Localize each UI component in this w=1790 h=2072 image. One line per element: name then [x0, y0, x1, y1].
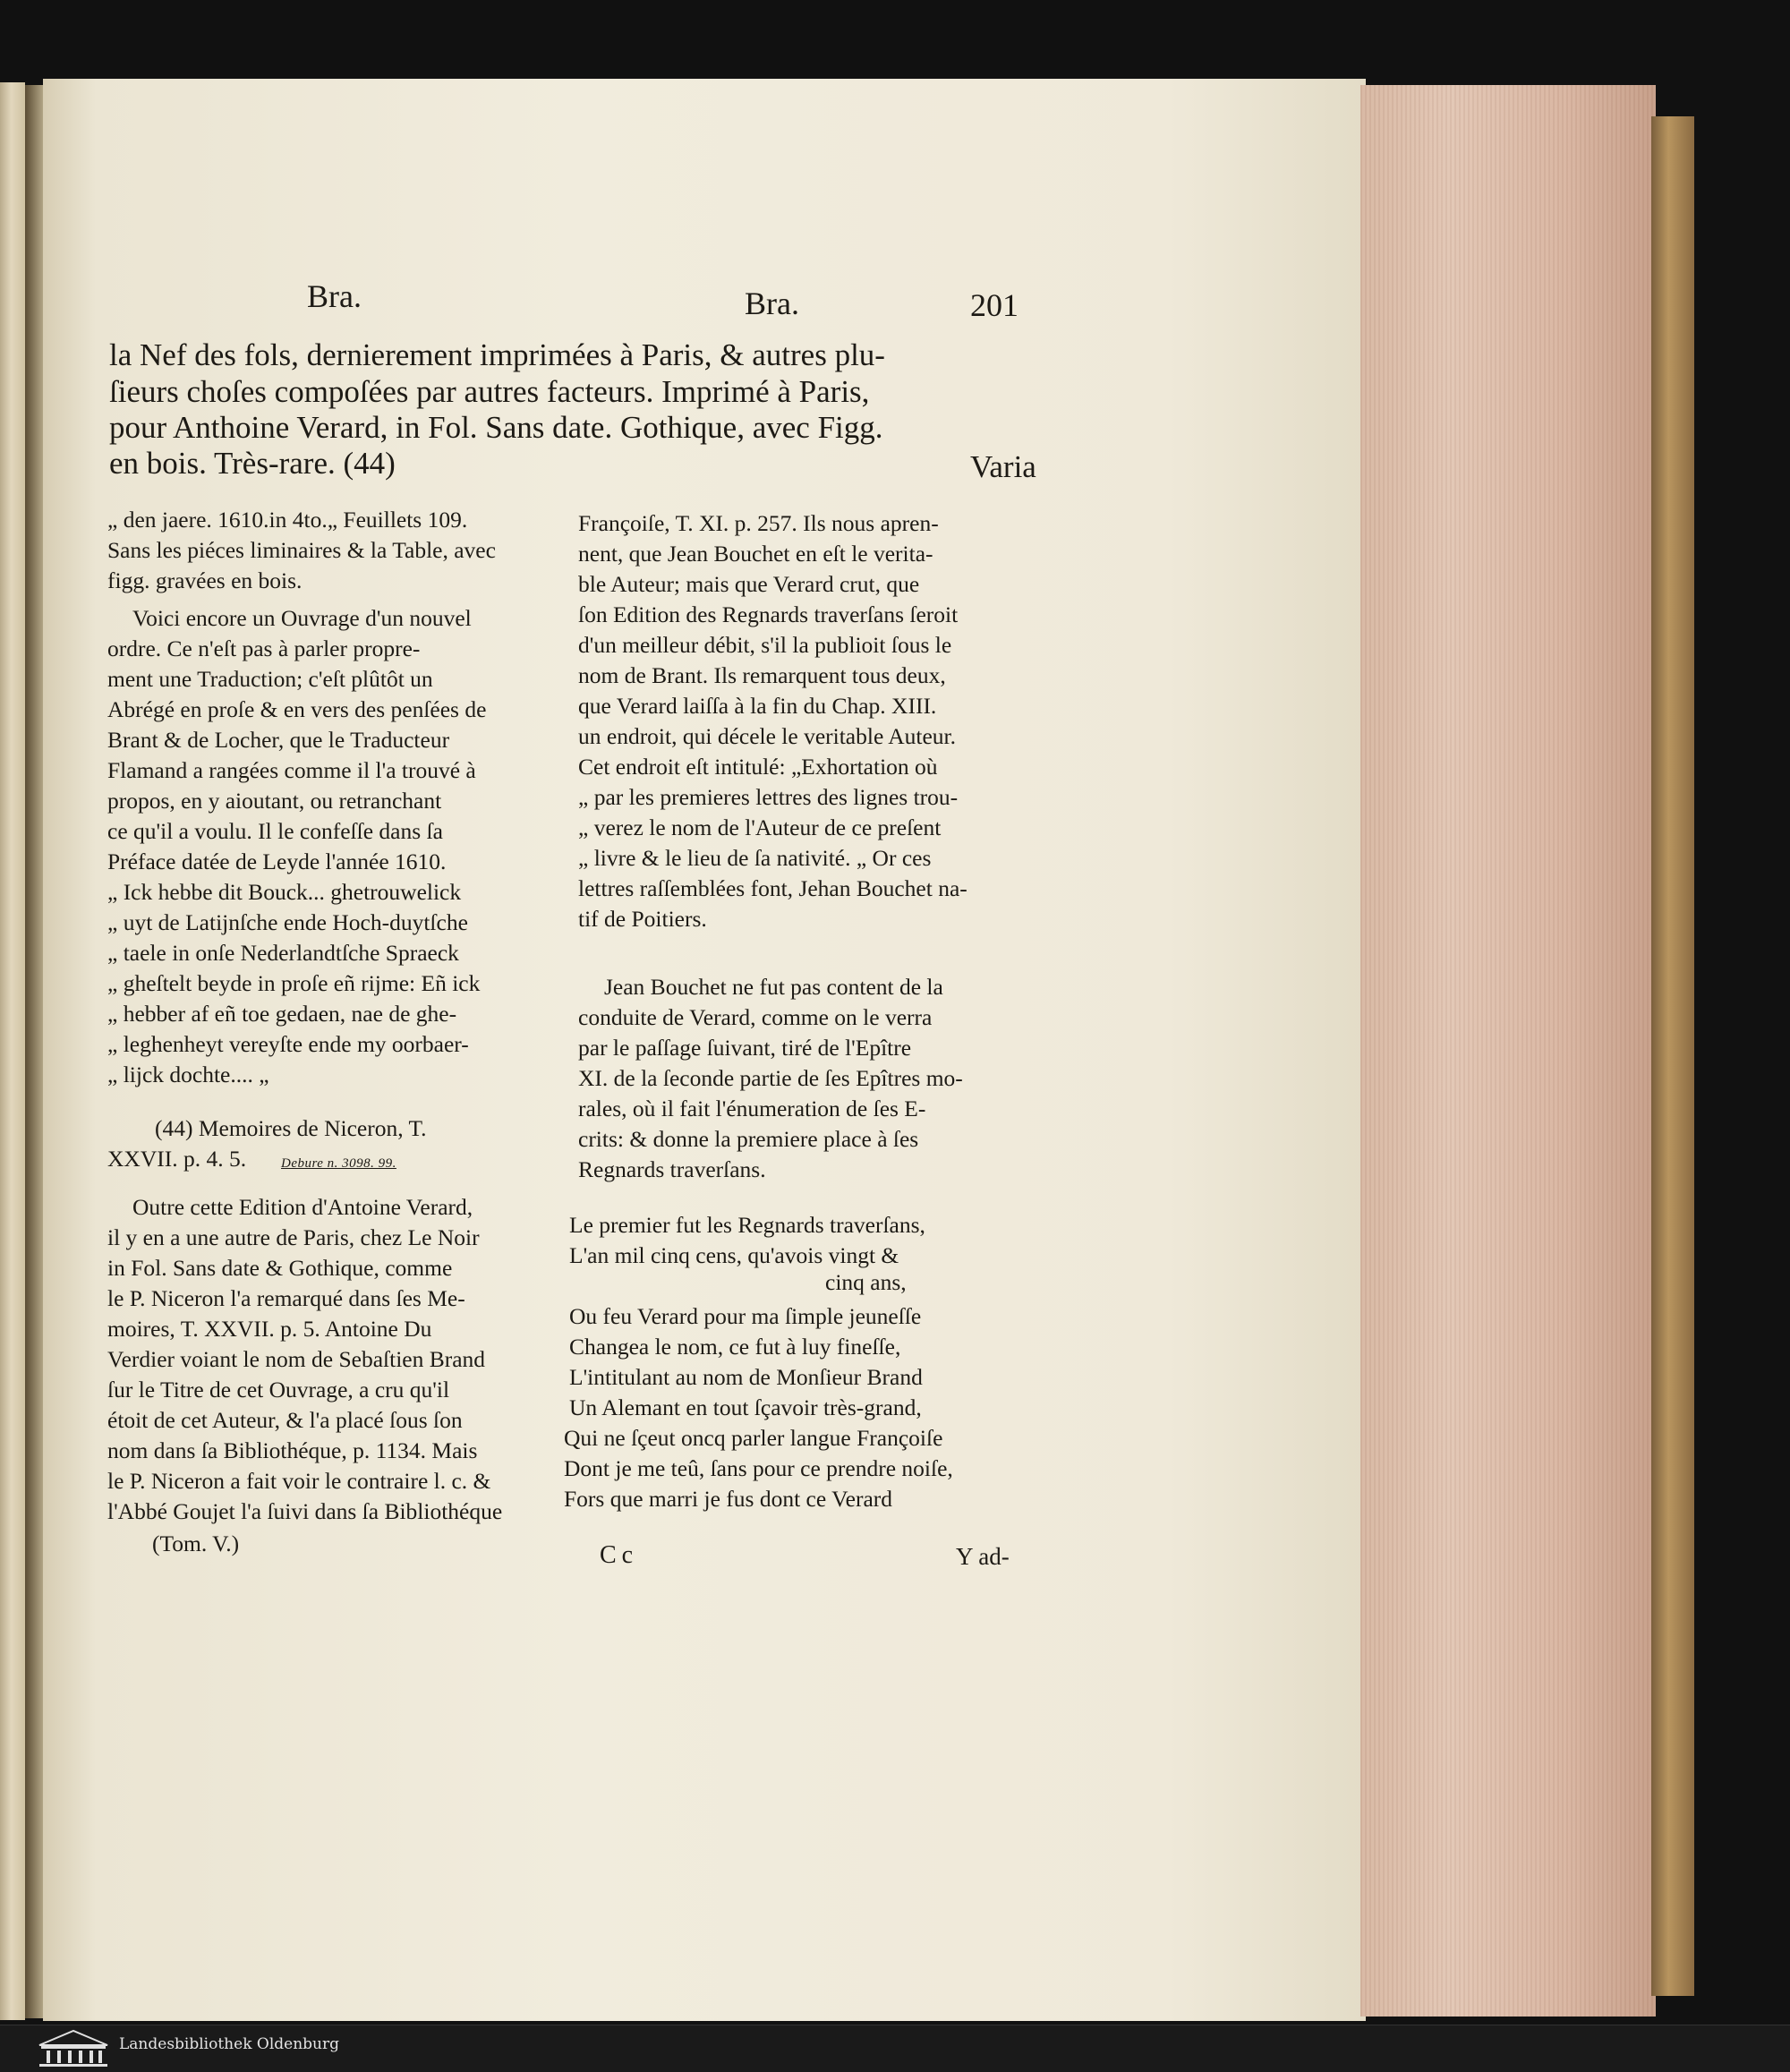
left-line: ordre. Ce n'eſt pas à parler propre- — [107, 635, 421, 661]
verse-line: cinq ans, — [825, 1269, 907, 1295]
left-line: „ hebber af eñ toe gedaen, nae de ghe- — [107, 1001, 457, 1027]
right-line: ble Auteur; mais que Verard crut, que — [578, 571, 920, 597]
intro-line: ſieurs choſes compoſées par autres facteurs. Imprimé à Paris, — [109, 374, 870, 409]
intro-line: la Nef des fols, dernierement imprimées à Paris, & autres plu- — [109, 337, 885, 372]
right-line: rales, où il fait l'énumeration de ſes E- — [578, 1096, 926, 1121]
catchword: Y ad- — [956, 1543, 1010, 1570]
left-line: le P. Niceron l'a remarqué dans ſes Me- — [107, 1285, 465, 1311]
left-line: (Tom. V.) — [152, 1531, 240, 1556]
book-cover-edge — [1651, 116, 1694, 1996]
left-line: étoit de cet Auteur, & l'a placé ſous ſon — [107, 1407, 463, 1433]
page-stack-edges — [1360, 85, 1656, 2017]
right-line: par le paſſage ſuivant, tiré de l'Epître — [578, 1035, 912, 1061]
left-line: moires, T. XXVII. p. 5. Antoine Du — [107, 1316, 432, 1342]
right-line: crits: & donne la premiere place à ſes — [578, 1126, 919, 1152]
right-line: un endroit, qui décele le veritable Auteur. — [578, 723, 957, 749]
left-line: Flamand a rangées comme il l'a trouvé à — [107, 757, 476, 783]
right-line: Regnards traverſans. — [578, 1156, 766, 1182]
intro-line: pour Anthoine Verard, in Fol. Sans date. Gothique, avec Figg. — [109, 410, 883, 445]
left-line: Préface datée de Leyde l'année 1610. — [107, 848, 447, 874]
left-line: „ gheſtelt beyde in proſe eñ rijme: Eñ ick — [107, 970, 481, 996]
left-line: ment une Traduction; c'eſt plûtôt un — [107, 666, 433, 692]
right-line: Jean Bouchet ne fut pas content de la — [604, 974, 943, 1000]
left-line: „ lijck dochte.... „ — [107, 1062, 269, 1087]
intro-catchword-varia: Varia — [970, 449, 1036, 484]
right-line: conduite de Verard, comme on le verra — [578, 1004, 933, 1030]
right-line: lettres raſſemblées font, Jehan Bouchet na- — [578, 875, 967, 901]
left-line: propos, en y aioutant, ou retranchant — [107, 788, 442, 814]
left-line: „ Ick hebbe dit Bouck... ghetrouwelick — [107, 879, 462, 905]
footnote-line: (44) Memoires de Niceron, T. — [155, 1115, 427, 1141]
right-line: Cet endroit eſt intitulé: „Exhortation où — [578, 754, 938, 780]
page-number: 201 — [970, 287, 1019, 323]
right-line: nent, que Jean Bouchet en eſt le verita- — [578, 541, 933, 567]
verse-line: Le premier fut les Regnards traverſans, — [569, 1212, 925, 1238]
left-line: ce qu'il a voulu. Il le confeſſe dans ſa — [107, 818, 443, 844]
verse-line: Dont je me teû, ſans pour ce prendre noiſe, — [564, 1455, 953, 1481]
left-line: l'Abbé Goujet l'a ſuivi dans ſa Bibliothéque — [107, 1498, 503, 1524]
book-gutter — [25, 85, 43, 2018]
left-line: nom dans ſa Bibliothéque, p. 1134. Mais — [107, 1437, 478, 1463]
verse-line: L'an mil cinq cens, qu'avois vingt & — [569, 1242, 899, 1268]
left-line: Abrégé en proſe & en vers des penſées de — [107, 696, 487, 722]
center-running-head: Bra. — [745, 286, 799, 321]
left-line: Sans les piéces liminaires & la Table, avec — [107, 537, 496, 563]
left-running-head: Bra. — [307, 278, 362, 314]
right-line: que Verard laiſſa à la fin du Chap. XIII. — [578, 693, 937, 719]
verse-line: Fors que marri je fus dont ce Verard — [564, 1486, 893, 1512]
right-line: „ par les premieres lettres des lignes trou- — [578, 784, 959, 810]
left-line: in Fol. Sans date & Gothique, comme — [107, 1255, 453, 1281]
left-line: figg. gravées en bois. — [107, 567, 303, 593]
left-line: Brant & de Locher, que le Traducteur — [107, 727, 450, 753]
verse-line: Changea le nom, ce fut à luy fineſſe, — [569, 1334, 901, 1360]
left-line: „ taele in onſe Nederlandtſche Spraeck — [107, 940, 459, 966]
right-line: d'un meilleur débit, s'il la publioit ſous le — [578, 632, 952, 658]
verse-line: Ou feu Verard pour ma ſimple jeuneſſe — [569, 1303, 922, 1329]
right-line: Françoiſe, T. XI. p. 257. Ils nous apren- — [578, 510, 939, 536]
right-line: nom de Brant. Ils remarquent tous deux, — [578, 662, 946, 688]
library-building-icon — [36, 2027, 111, 2068]
footnote-line: XXVII. p. 4. 5. — [107, 1146, 247, 1172]
left-line: Voici encore un Ouvrage d'un nouvel — [132, 605, 472, 631]
intro-line: en bois. Très-rare. (44) — [109, 446, 396, 481]
handwritten-note: Debure n. 3098. 99. — [281, 1156, 396, 1171]
right-line: „ verez le nom de l'Auteur de ce preſent — [578, 814, 942, 840]
previous-page-edge — [0, 82, 25, 2020]
library-name: Landesbibliothek Oldenburg — [119, 2035, 340, 2053]
verse-line: Un Alemant en tout ſçavoir très-grand, — [569, 1394, 922, 1420]
left-line: Verdier voiant le nom de Sebaſtien Brand — [107, 1346, 486, 1372]
verse-line: L'intitulant au nom de Monſieur Brand — [569, 1364, 923, 1390]
right-line: XI. de la ſeconde partie de ſes Epîtres mo- — [578, 1065, 963, 1091]
left-line: „ leghenheyt vereyſte ende my oorbaer- — [107, 1031, 469, 1057]
left-line: il y en a une autre de Paris, chez Le Noir — [107, 1224, 480, 1250]
right-line: „ livre & le lieu de ſa nativité. „ Or ces — [578, 845, 932, 871]
right-line: ſon Edition des Regnards traverſans ſeroit — [578, 601, 959, 627]
verse-line: Qui ne ſçeut oncq parler langue Françoiſe — [564, 1425, 943, 1451]
left-line: Outre cette Edition d'Antoine Verard, — [132, 1194, 473, 1220]
signature-mark: Cc — [600, 1541, 639, 1569]
left-line: „ uyt de Latijnſche ende Hoch-duytſche — [107, 909, 468, 935]
left-line: ſur le Titre de cet Ouvrage, a cru qu'il — [107, 1377, 450, 1403]
left-line: le P. Niceron a fait voir le contraire l. c. & — [107, 1468, 491, 1494]
left-line: „ den jaere. 1610.in 4to.„ Feuillets 109. — [107, 507, 468, 533]
right-line: tif de Poitiers. — [578, 906, 707, 932]
